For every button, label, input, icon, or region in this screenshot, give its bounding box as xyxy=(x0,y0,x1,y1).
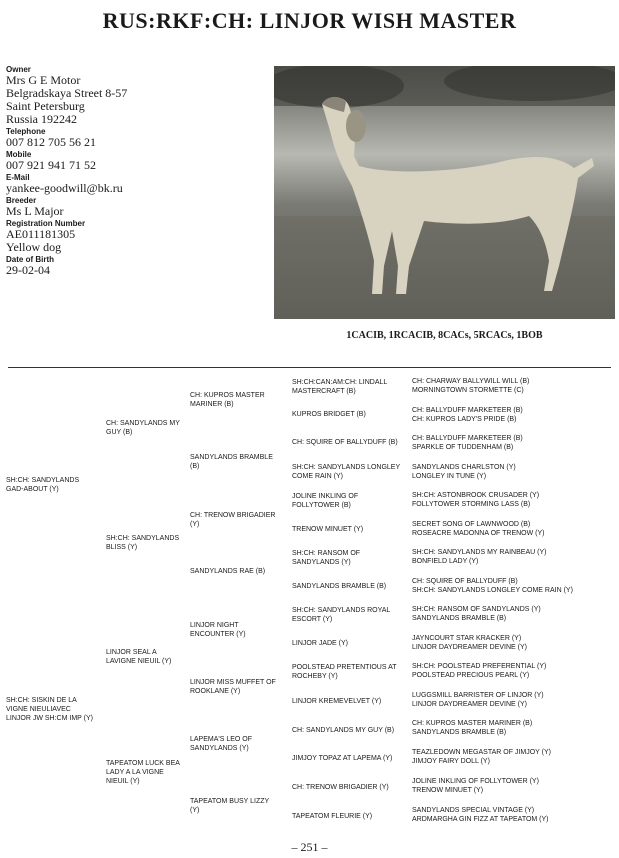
pedigree-entry: SANDYLANDS SPECIAL VINTAGE (Y) xyxy=(412,807,535,814)
pedigree-entry: CH: CHARWAY BALLYWILL WILL (B) xyxy=(412,378,530,385)
pedigree-entry: FOLLYTOWER STORMING LASS (B) xyxy=(412,501,531,508)
pedigree-entry: TAPEATOM LUCK BEA LADY A LA VIGNE NIEUIL (Y) xyxy=(106,760,180,785)
owner-line: Mrs G E Motor xyxy=(6,73,81,87)
pedigree-sire: SH:CH: SANDYLANDS GAD-ABOUT (Y) xyxy=(6,477,80,493)
pedigree-entry: SANDYLANDS BRAMBLE (B) xyxy=(292,583,387,590)
pedigree-entry: CH: KUPROS MASTER MARINER (B) xyxy=(412,720,533,727)
pedigree-entry: LINJOR NIGHT ENCOUNTER (Y) xyxy=(190,622,246,638)
divider xyxy=(8,367,611,368)
pedigree-entry: SH:CH: SANDYLANDS LONGLEY COME RAIN (Y) xyxy=(292,464,401,480)
pedigree-entry: POOLSTEAD PRECIOUS PEARL (Y) xyxy=(412,672,530,679)
email-label: E-Mail xyxy=(6,173,30,182)
owner-line: Belgradskaya Street 8-57 xyxy=(6,86,128,100)
pedigree-entry: LINJOR DAYDREAMER DEVINE (Y) xyxy=(412,701,527,708)
registration-value: AE011181305 xyxy=(6,227,76,241)
email-value: yankee-goodwill@bk.ru xyxy=(6,181,123,195)
pedigree-entry: ROSEACRE MADONNA OF TRENOW (Y) xyxy=(412,530,545,537)
pedigree-entry: JIMJOY FAIRY DOLL (Y) xyxy=(412,758,490,765)
pedigree-entry: CH: SQUIRE OF BALLYDUFF (B) xyxy=(292,439,398,446)
pedigree-entry: LONGLEY IN TUNE (Y) xyxy=(412,473,487,480)
owner-info xyxy=(6,64,266,277)
pedigree-entry: LINJOR MISS MUFFET OF ROOKLANE (Y) xyxy=(190,679,276,695)
pedigree-entry: SH:CH: ASTONBROOK CRUSADER (Y) xyxy=(412,492,540,499)
mobile-label: Mobile xyxy=(6,150,32,159)
pedigree-entry: TAPEATOM BUSY LIZZY (Y) xyxy=(190,798,270,814)
pedigree-entry: LAPEMA'S LEO OF SANDYLANDS (Y) xyxy=(190,736,253,752)
pedigree-entry: SANDYLANDS BRAMBLE (B) xyxy=(412,729,507,736)
owner-line: Saint Petersburg xyxy=(6,99,85,113)
pedigree-entry: SECRET SONG OF LAWNWOOD (B) xyxy=(412,521,531,528)
owner-label: Owner xyxy=(6,65,31,74)
pedigree-entry: CH: TRENOW BRIGADIER (Y) xyxy=(190,512,276,528)
breeder-value: Ms L Major xyxy=(6,204,64,218)
pedigree-entry: LINJOR SEAL A LAVIGNE NIEUIL (Y) xyxy=(106,649,172,665)
pedigree-entry: ARDMARGHA GIN FIZZ AT TAPEATOM (Y) xyxy=(412,816,549,823)
pedigree-entry: SPARKLE OF TUDDENHAM (B) xyxy=(412,444,514,451)
pedigree-entry: TEAZLEDOWN MEGASTAR OF JIMJOY (Y) xyxy=(412,749,551,756)
owner-line: Russia 192242 xyxy=(6,112,78,126)
pedigree-entry: TRENOW MINUET (Y) xyxy=(292,526,364,533)
pedigree-entry: SH:CH: SANDYLANDS MY RAINBEAU (Y) xyxy=(412,549,547,556)
pedigree-entry: CH: KUPROS LADY'S PRIDE (B) xyxy=(412,416,517,423)
pedigree-entry: MORNINGTOWN STORMETTE (C) xyxy=(412,387,524,394)
dob-label: Date of Birth xyxy=(6,255,54,264)
pedigree-entry: JOLINE INKLING OF FOLLYTOWER (B) xyxy=(292,493,359,509)
pedigree-entry: CH: SQUIRE OF BALLYDUFF (B) xyxy=(412,578,518,585)
page-number: – 251 – xyxy=(291,840,328,854)
pedigree-entry: SANDYLANDS CHARLSTON (Y) xyxy=(412,464,516,471)
pedigree-entry: TRENOW MINUET (Y) xyxy=(412,787,484,794)
pedigree-entry: POOLSTEAD PRETENTIOUS AT ROCHEBY (Y) xyxy=(292,664,397,680)
pedigree-entry: SH:CH: SANDYLANDS ROYAL ESCORT (Y) xyxy=(292,607,391,623)
colour-value: Yellow dog xyxy=(6,240,62,254)
awards-line: 1CACIB, 1RCACIB, 8CACs, 5RCACs, 1BOB xyxy=(346,330,543,341)
pedigree-entry: SH:CH: SANDYLANDS BLISS (Y) xyxy=(106,535,180,551)
pedigree-entry: TAPEATOM FLEURIE (Y) xyxy=(292,813,373,820)
telephone-value: 007 812 705 56 21 xyxy=(6,135,96,149)
pedigree-entry: SH:CH:CAN:AM:CH: LINDALL MASTERCRAFT (B) xyxy=(292,379,388,395)
pedigree-entry: CH: SANDYLANDS MY GUY (B) xyxy=(106,420,180,436)
pedigree-dam: SH:CH: SISKIN DE LA VIGNE NIEULIAVEC LINJOR JW SH:CM IMP (Y) xyxy=(6,697,93,722)
pedigree-entry: LINJOR JADE (Y) xyxy=(292,640,349,647)
pedigree-entry: SANDYLANDS BRAMBLE (B) xyxy=(190,454,273,470)
pedigree-entry: LINJOR DAYDREAMER DEVINE (Y) xyxy=(412,644,527,651)
pedigree-entry: BONFIELD LADY (Y) xyxy=(412,558,479,565)
dob-value: 29-02-04 xyxy=(6,263,50,277)
mobile-value: 007 921 941 71 52 xyxy=(6,158,96,172)
dog-photo xyxy=(274,66,615,319)
pedigree-entry: SANDYLANDS RAE (B) xyxy=(190,568,266,575)
pedigree-entry: JAYNCOURT STAR KRACKER (Y) xyxy=(412,635,522,642)
pedigree-entry: CH: TRENOW BRIGADIER (Y) xyxy=(292,784,389,791)
pedigree-entry: SH:CH: RANSOM OF SANDYLANDS (Y) xyxy=(292,550,361,566)
registration-label: Registration Number xyxy=(6,219,86,228)
pedigree-entry: LINJOR KREMEVELVET (Y) xyxy=(292,698,382,705)
pedigree-entry: SH:CH: RANSOM OF SANDYLANDS (Y) xyxy=(412,606,541,613)
pedigree-entry: LUGGSMILL BARRISTER OF LINJOR (Y) xyxy=(412,692,544,699)
pedigree-entry: CH: BALLYDUFF MARKETEER (B) xyxy=(412,407,523,414)
pedigree-entry: SANDYLANDS BRAMBLE (B) xyxy=(412,615,507,622)
pedigree-entry: JOLINE INKLING OF FOLLYTOWER (Y) xyxy=(412,778,539,785)
pedigree-entry: KUPROS BRIDGET (B) xyxy=(292,411,366,418)
telephone-label: Telephone xyxy=(6,127,46,136)
pedigree-entry: CH: KUPROS MASTER MARINER (B) xyxy=(190,392,265,408)
breeder-label: Breeder xyxy=(6,196,37,205)
page-title: RUS:RKF:CH: LINJOR WISH MASTER xyxy=(102,8,517,33)
pedigree-entry: CH: BALLYDUFF MARKETEER (B) xyxy=(412,435,523,442)
pedigree-entry: SH:CH: POOLSTEAD PREFERENTIAL (Y) xyxy=(412,663,547,670)
pedigree-entry: JIMJOY TOPAZ AT LAPEMA (Y) xyxy=(292,755,393,762)
pedigree-entry: CH: SANDYLANDS MY GUY (B) xyxy=(292,727,395,734)
pedigree-entry: SH:CH: SANDYLANDS LONGLEY COME RAIN (Y) xyxy=(412,587,573,594)
